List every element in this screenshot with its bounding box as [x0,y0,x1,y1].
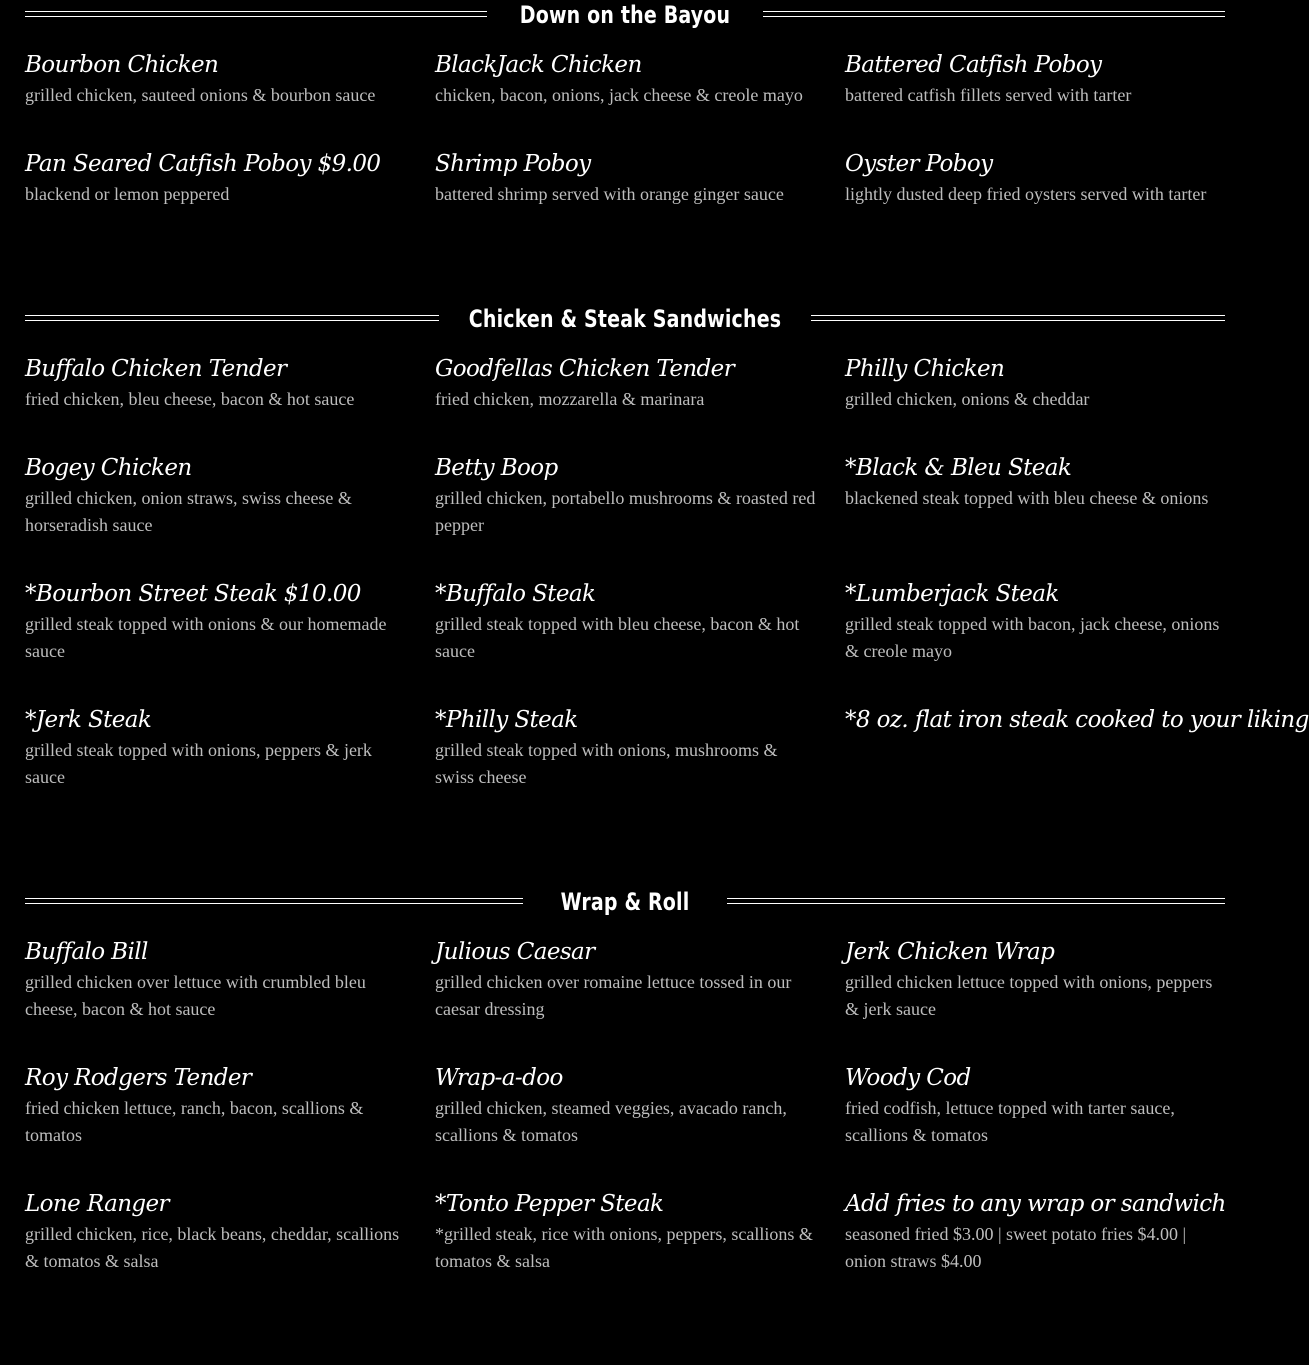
menu-item [435,1189,820,1275]
menu-item-name: *Bourbon Street Steak $10.00 [25,581,361,607]
menu-item [845,453,1230,512]
menu-item [435,354,820,413]
menu-item-name: Philly Chicken [845,356,1005,382]
menu-item-description: grilled chicken lettuce topped with onions, peppers & jerk sauce [845,972,1213,1019]
menu-item-name: Woody Cod [845,1065,971,1091]
menu-item [25,579,410,665]
menu-item-name: Wrap-a-doo [435,1065,563,1091]
menu-item-description: blackend or lemon peppered [25,184,230,204]
menu-item-name: Buffalo Bill [25,939,148,965]
menu-section-wrap-roll [25,887,1226,1271]
menu-item-description: grilled steak topped with bacon, jack cheese, onions & creole mayo [845,614,1220,661]
menu-item-name: Bourbon Chicken [25,52,219,78]
menu-item [25,705,410,791]
menu-item-name: Oyster Poboy [845,151,993,177]
menu-item [25,937,410,1023]
menu-item-description: grilled steak topped with bleu cheese, bacon & hot sauce [435,614,800,661]
menu-item-description: chicken, bacon, onions, jack cheese & creole mayo [435,85,803,105]
menu-item [435,453,820,539]
menu-item-name: Betty Boop [435,455,558,481]
section-title: Down on the Bayou [519,1,731,29]
menu-item-description: grilled chicken over romaine lettuce tossed in our caesar dressing [435,972,792,1019]
menu-item-name: Shrimp Poboy [435,151,591,177]
section-title: Chicken & Steak Sandwiches [468,305,782,333]
menu-section-bayou [25,0,1225,204]
menu-item-description: grilled chicken, rice, black beans, cheddar, scallions & tomatos & salsa [25,1224,400,1271]
menu-item [435,579,820,665]
menu-item-description: grilled chicken, onions & cheddar [845,389,1090,409]
menu-item-name: *Black & Bleu Steak [845,455,1072,481]
menu-item [845,50,1230,109]
menu-item-name: Lone Ranger [25,1191,169,1217]
menu-item-description: seasoned fried $3.00 | sweet potato fries $4.00 | onion straws $4.00 [845,1224,1187,1271]
menu-item-name: Julious Caesar [435,939,595,965]
menu-item [845,149,1230,208]
menu-item [25,354,410,413]
menu-item-name: *Tonto Pepper Steak [435,1191,664,1217]
menu-item-name: Goodfellas Chicken Tender [435,356,735,382]
menu-item [845,705,1309,737]
menu-item-description: grilled chicken, onion straws, swiss cheese & horseradish sauce [25,488,352,535]
menu-item [845,1063,1230,1149]
menu-item-description: battered shrimp served with orange ginger sauce [435,184,784,204]
menu-item [25,149,410,208]
section-header [25,887,1225,917]
menu-item-name: *Lumberjack Steak [845,581,1059,607]
menu-item [845,937,1230,1023]
menu-item-name: Buffalo Chicken Tender [25,356,287,382]
menu-item-description: grilled chicken, steamed veggies, avacado ranch, scallions & tomatos [435,1098,787,1145]
menu-item [25,453,410,539]
menu-item-description: grilled chicken, portabello mushrooms & roasted red pepper [435,488,816,535]
menu-item-description: grilled chicken over lettuce with crumbled bleu cheese, bacon & hot sauce [25,972,366,1019]
menu-item-description: *grilled steak, rice with onions, peppers, scallions & tomatos & salsa [435,1224,813,1271]
menu-item [435,937,820,1023]
menu-item [25,50,410,109]
menu-section-chicken-steak [25,304,1309,787]
menu-item-name: Roy Rodgers Tender [25,1065,252,1091]
menu-item [845,354,1230,413]
menu-item-description: grilled steak topped with onions, peppers & jerk sauce [25,740,372,787]
menu-item-description: grilled steak topped with onions, mushrooms & swiss cheese [435,740,778,787]
menu-item [435,705,820,791]
menu-item [845,1189,1230,1275]
menu-item-name: Jerk Chicken Wrap [845,939,1055,965]
menu-item-name: *8 oz. flat iron steak cooked to your liking [845,707,1309,733]
menu-item [435,50,820,109]
menu-item-description: fried chicken, bleu cheese, bacon & hot sauce [25,389,355,409]
section-title: Wrap & Roll [560,888,690,916]
menu-item-description: lightly dusted deep fried oysters served with tarter [845,184,1207,204]
menu-item [25,1189,410,1275]
menu-item-description: fried codfish, lettuce topped with tarter sauce, scallions & tomatos [845,1098,1175,1145]
menu-item-description: blackened steak topped with bleu cheese & onions [845,488,1209,508]
menu-item-name: BlackJack Chicken [435,52,642,78]
menu-item [435,1063,820,1149]
menu-item [25,1063,410,1149]
menu-item-description: battered catfish fillets served with tarter [845,85,1132,105]
section-header [25,304,1225,334]
menu-item-description: fried chicken, mozzarella & marinara [435,389,705,409]
menu-item-name: Battered Catfish Poboy [845,52,1102,78]
section-header [25,0,1225,30]
menu-item-name: *Jerk Steak [25,707,152,733]
menu-item [845,579,1230,665]
menu-item-name: *Buffalo Steak [435,581,596,607]
menu-item [435,149,820,208]
menu-item-description: fried chicken lettuce, ranch, bacon, scallions & tomatos [25,1098,364,1145]
menu-item-description: grilled steak topped with onions & our homemade sauce [25,614,387,661]
menu-item-name: *Philly Steak [435,707,578,733]
menu-item-name: Pan Seared Catfish Poboy $9.00 [25,151,381,177]
menu-item-name: Bogey Chicken [25,455,192,481]
menu-item-name: Add fries to any wrap or sandwich [845,1191,1226,1217]
menu-item-description: grilled chicken, sauteed onions & bourbon sauce [25,85,376,105]
